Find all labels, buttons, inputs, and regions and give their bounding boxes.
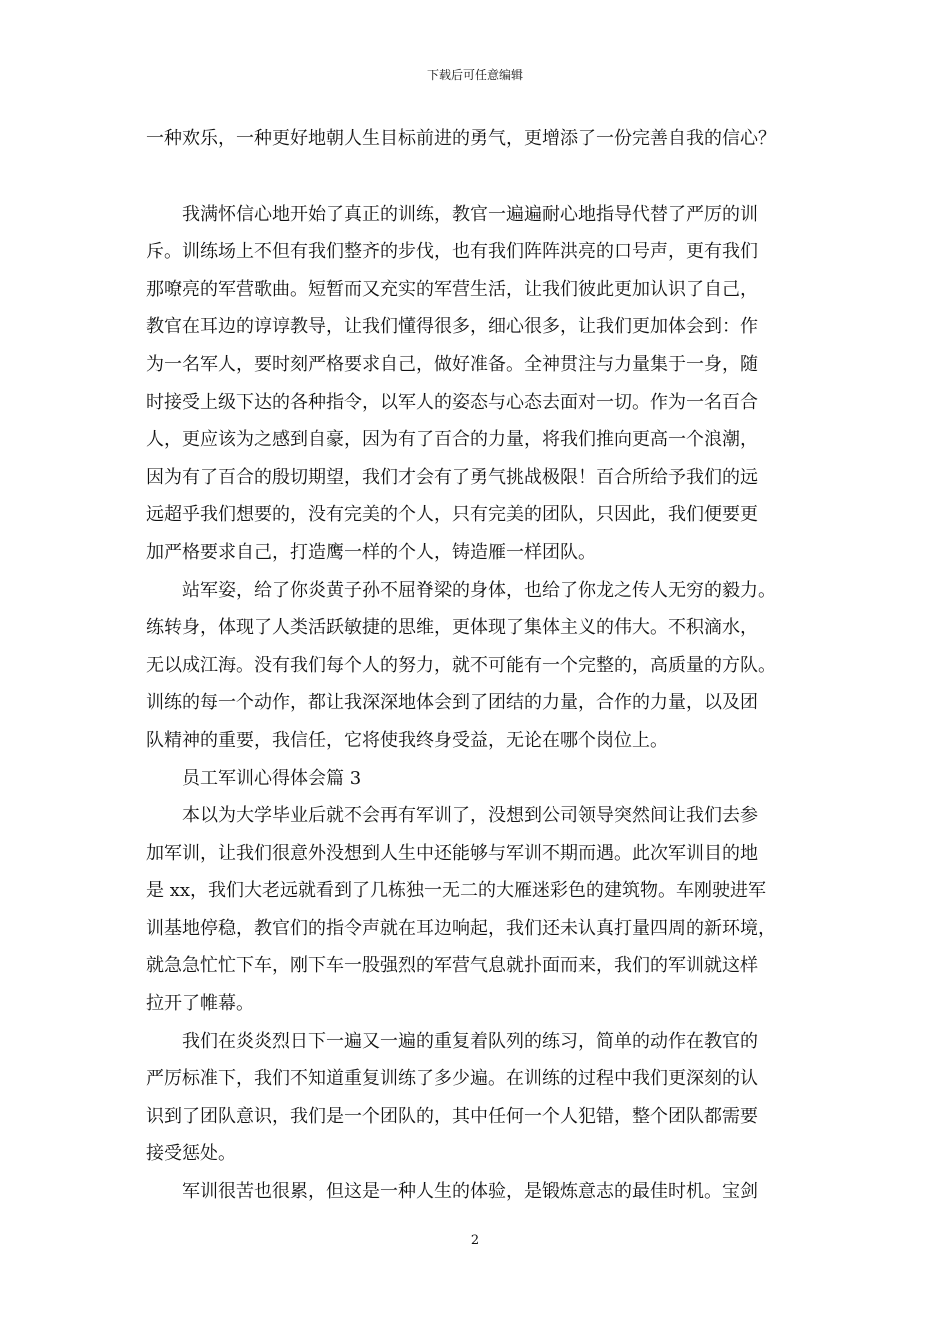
text-line: 接受惩处。 bbox=[146, 1143, 236, 1165]
text-line: 人，更应该为之感到自豪，因为有了百合的力量，将我们推向更高一个浪潮， bbox=[146, 429, 758, 451]
text-line: 是 xx，我们大老远就看到了几栋独一无二的大雁迷彩色的建筑物。车刚驶进军 bbox=[146, 880, 767, 902]
text-line: 因为有了百合的殷切期望，我们才会有了勇气挑战极限！百合所给予我们的远 bbox=[146, 466, 758, 488]
text-line: 练转身，体现了人类活跃敏捷的思维，更体现了集体主义的伟大。不积滴水， bbox=[146, 617, 758, 639]
text-line: 一种欢乐，一种更好地朝人生目标前进的勇气，更增添了一份完善自我的信心？ bbox=[146, 128, 776, 149]
text-line: 加严格要求自己，打造鹰一样的个人，铸造雁一样团队。 bbox=[146, 541, 596, 563]
text-line: 队精神的重要，我信任，它将使我终身受益，无论在哪个岗位上。 bbox=[146, 729, 668, 751]
paragraph-gap bbox=[146, 158, 808, 196]
text-line: 我满怀信心地开始了真正的训练，教官一遍遍耐心地指导代替了严厉的训 bbox=[146, 203, 758, 225]
text-line: 那嘹亮的军营歌曲。短暂而又充实的军营生活，让我们彼此更加认识了自己， bbox=[146, 278, 758, 300]
text-line: 时接受上级下达的各种指令，以军人的姿态与心态去面对一切。作为一名百合 bbox=[146, 391, 758, 413]
document-body bbox=[146, 120, 808, 1211]
text-line: 识到了团队意识，我们是一个团队的，其中任何一个人犯错，整个团队都需要 bbox=[146, 1105, 758, 1127]
text-line: 远超乎我们想要的，没有完美的个人，只有完美的团队，只因此，我们便要更 bbox=[146, 504, 758, 526]
text-line: 斥。训练场上不但有我们整齐的步伐，也有我们阵阵洪亮的口号声，更有我们 bbox=[146, 241, 758, 263]
text-line: 我们在炎炎烈日下一遍又一遍的重复着队列的练习，简单的动作在教官的 bbox=[146, 1030, 758, 1052]
page-number: 2 bbox=[470, 1233, 480, 1248]
text-line: 站军姿，给了你炎黄子孙不屈脊梁的身体，也给了你龙之传人无穷的毅力。 bbox=[146, 579, 776, 601]
text-line: 本以为大学毕业后就不会再有军训了，没想到公司领导突然间让我们去参 bbox=[146, 805, 758, 827]
text-line: 严厉标准下，我们不知道重复训练了多少遍。在训练的过程中我们更深刻的认 bbox=[146, 1068, 758, 1090]
text-line: 教官在耳边的谆谆教导，让我们懂得很多，细心很多，让我们更加体会到：作 bbox=[146, 316, 758, 338]
text-line: 训练的每一个动作，都让我深深地体会到了团结的力量，合作的力量，以及团 bbox=[146, 692, 758, 714]
text-line: 为一名军人，要时刻严格要求自己，做好准备。全神贯注与力量集于一身，随 bbox=[146, 353, 758, 375]
text-line: 无以成江海。没有我们每个人的努力，就不可能有一个完整的，高质量的方队。 bbox=[146, 654, 776, 676]
text-line: 就急急忙忙下车，刚下车一股强烈的军营气息就扑面而来，我们的军训就这样 bbox=[146, 955, 758, 977]
text-line: 训基地停稳，教官们的指令声就在耳边响起，我们还未认真打量四周的新环境， bbox=[146, 917, 776, 939]
text-line: 拉开了帷幕。 bbox=[146, 993, 254, 1015]
section-heading: 员工军训心得体会篇 3 bbox=[146, 767, 362, 789]
text-line: 军训很苦也很累，但这是一种人生的体验，是锻炼意志的最佳时机。宝剑 bbox=[146, 1181, 758, 1203]
text-line: 加军训，让我们很意外没想到人生中还能够与军训不期而遇。此次军训目的地 bbox=[146, 842, 758, 864]
page-header: 下载后可任意编辑 bbox=[426, 68, 523, 82]
